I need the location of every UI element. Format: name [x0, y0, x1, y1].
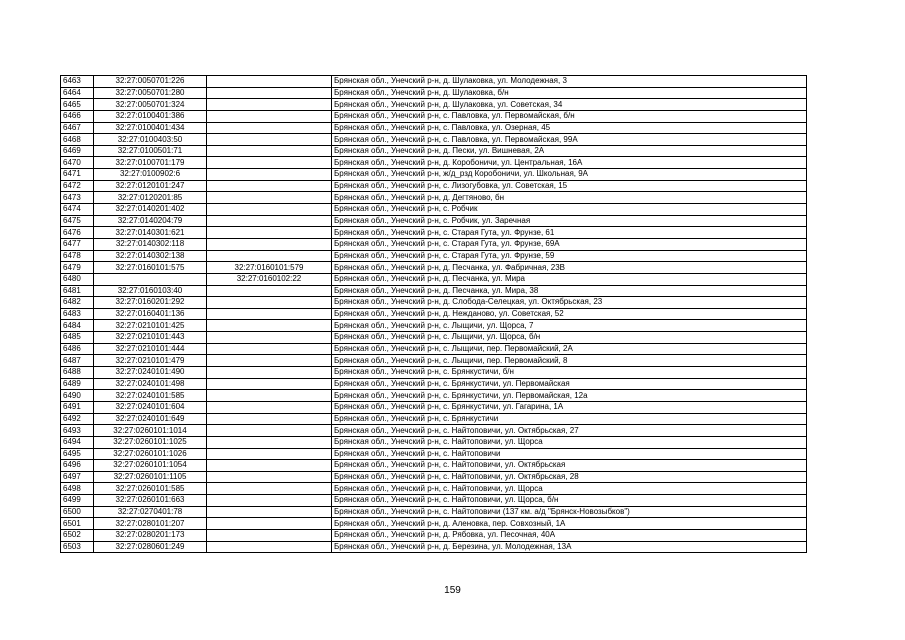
cadastral-extra-cell — [207, 122, 332, 134]
cadastral-number-cell: 32:27:0100701:179 — [94, 157, 207, 169]
cadastral-extra-cell — [207, 448, 332, 460]
cadastral-number-cell: 32:27:0050701:280 — [94, 87, 207, 99]
address-cell: Брянская обл., Унечский р-н, ж/д_рзд Коробоничи, ул. Школьная, 9А — [332, 169, 807, 181]
table-row — [61, 390, 807, 402]
cadastral-number-cell: 32:27:0240101:649 — [94, 413, 207, 425]
row-number-cell: 6470 — [61, 157, 94, 169]
row-number-cell: 6488 — [61, 367, 94, 379]
row-number-cell: 6487 — [61, 355, 94, 367]
cadastral-extra-cell — [207, 471, 332, 483]
table-row — [61, 448, 807, 460]
table-row — [61, 169, 807, 181]
row-number-cell: 6478 — [61, 250, 94, 262]
table-row — [61, 518, 807, 530]
row-number-cell: 6467 — [61, 122, 94, 134]
address-cell: Брянская обл., Унечский р-н, с. Старая Гута, ул. Фрунзе, 69А — [332, 238, 807, 250]
table-row — [61, 529, 807, 541]
cadastral-extra-cell — [207, 332, 332, 344]
row-number-cell: 6499 — [61, 495, 94, 507]
row-number-cell: 6495 — [61, 448, 94, 460]
row-number-cell: 6464 — [61, 87, 94, 99]
table-row — [61, 320, 807, 332]
address-cell: Брянская обл., Унечский р-н, с. Лыщичи, ул. Щорса, 7 — [332, 320, 807, 332]
row-number-cell: 6483 — [61, 308, 94, 320]
cadastral-number-cell: 32:27:0210101:443 — [94, 332, 207, 344]
row-number-cell: 6503 — [61, 541, 94, 553]
cadastral-number-cell: 32:27:0270401:78 — [94, 506, 207, 518]
cadastral-number-cell: 32:27:0210101:444 — [94, 343, 207, 355]
cadastral-extra-cell — [207, 506, 332, 518]
table-row — [61, 471, 807, 483]
table-row — [61, 134, 807, 146]
cadastral-number-cell: 32:27:0280601:249 — [94, 541, 207, 553]
address-cell: Брянская обл., Унечский р-н, с. Старая Гута, ул. Фрунзе, 59 — [332, 250, 807, 262]
cadastral-extra-cell — [207, 285, 332, 297]
row-number-cell: 6494 — [61, 436, 94, 448]
row-number-cell: 6476 — [61, 227, 94, 239]
row-number-cell: 6484 — [61, 320, 94, 332]
cadastral-number-cell: 32:27:0050701:226 — [94, 76, 207, 88]
cadastral-extra-cell — [207, 99, 332, 111]
cadastral-number-cell: 32:27:0140302:138 — [94, 250, 207, 262]
address-cell: Брянская обл., Унечский р-н, с. Брянкустичи, б/н — [332, 367, 807, 379]
table-row — [61, 401, 807, 413]
table-row — [61, 99, 807, 111]
row-number-cell: 6477 — [61, 238, 94, 250]
address-cell: Брянская обл., Унечский р-н, с. Найтоповичи, ул. Щорса — [332, 483, 807, 495]
cadastral-number-cell: 32:27:0260101:663 — [94, 495, 207, 507]
address-cell: Брянская обл., Унечский р-н, д. Коробоничи, ул. Центральная, 16А — [332, 157, 807, 169]
table-row — [61, 262, 807, 274]
cadastral-number-cell: 32:27:0260101:1054 — [94, 460, 207, 472]
table-row — [61, 122, 807, 134]
table-row — [61, 204, 807, 216]
cadastral-number-cell — [94, 273, 207, 285]
cadastral-number-cell: 32:27:0160401:136 — [94, 308, 207, 320]
cadastral-number-cell: 32:27:0280101:207 — [94, 518, 207, 530]
address-cell: Брянская обл., Унечский р-н, с. Найтоповичи (137 км. а/д "Брянск-Новозыбков") — [332, 506, 807, 518]
cadastral-extra-cell — [207, 180, 332, 192]
table-row — [61, 483, 807, 495]
cadastral-number-cell: 32:27:0160101:575 — [94, 262, 207, 274]
row-number-cell: 6500 — [61, 506, 94, 518]
table-row — [61, 227, 807, 239]
table-row — [61, 343, 807, 355]
row-number-cell: 6465 — [61, 99, 94, 111]
table-row — [61, 355, 807, 367]
cadastral-extra-cell — [207, 460, 332, 472]
cadastral-number-cell: 32:27:0260101:1025 — [94, 436, 207, 448]
table-row — [61, 308, 807, 320]
cadastral-number-cell: 32:27:0100401:386 — [94, 110, 207, 122]
row-number-cell: 6496 — [61, 460, 94, 472]
cadastral-number-cell: 32:27:0240101:498 — [94, 378, 207, 390]
table-row — [61, 460, 807, 472]
cadastral-extra-cell: 32:27:0160101:579 — [207, 262, 332, 274]
row-number-cell: 6472 — [61, 180, 94, 192]
row-number-cell: 6502 — [61, 529, 94, 541]
address-cell: Брянская обл., Унечский р-н, с. Найтоповичи, ул. Октябрьская, 28 — [332, 471, 807, 483]
row-number-cell: 6468 — [61, 134, 94, 146]
cadastral-extra-cell — [207, 529, 332, 541]
table-row — [61, 425, 807, 437]
cadastral-number-cell: 32:27:0140301:621 — [94, 227, 207, 239]
row-number-cell: 6479 — [61, 262, 94, 274]
row-number-cell: 6475 — [61, 215, 94, 227]
table-row — [61, 180, 807, 192]
registry-table — [60, 75, 807, 553]
cadastral-number-cell: 32:27:0160103:40 — [94, 285, 207, 297]
cadastral-number-cell: 32:27:0260101:585 — [94, 483, 207, 495]
cadastral-number-cell: 32:27:0210101:479 — [94, 355, 207, 367]
cadastral-extra-cell — [207, 76, 332, 88]
table-row — [61, 541, 807, 553]
cadastral-extra-cell — [207, 518, 332, 530]
address-cell: Брянская обл., Унечский р-н, с. Брянкустичи, ул. Первомайская — [332, 378, 807, 390]
row-number-cell: 6481 — [61, 285, 94, 297]
page-number: 159 — [444, 585, 461, 596]
table-row — [61, 495, 807, 507]
row-number-cell: 6480 — [61, 273, 94, 285]
address-cell: Брянская обл., Унечский р-н, с. Найтоповичи, ул. Октябрьская, 27 — [332, 425, 807, 437]
table-row — [61, 110, 807, 122]
cadastral-extra-cell — [207, 134, 332, 146]
table-row — [61, 76, 807, 88]
cadastral-number-cell: 32:27:0260101:1014 — [94, 425, 207, 437]
cadastral-extra-cell — [207, 390, 332, 402]
row-number-cell: 6473 — [61, 192, 94, 204]
cadastral-extra-cell — [207, 204, 332, 216]
row-number-cell: 6493 — [61, 425, 94, 437]
address-cell: Брянская обл., Унечский р-н, с. Павловка, ул. Первомайская, б/н — [332, 110, 807, 122]
cadastral-extra-cell — [207, 87, 332, 99]
address-cell: Брянская обл., Унечский р-н, д. Березина, ул. Молодежная, 13А — [332, 541, 807, 553]
cadastral-extra-cell — [207, 320, 332, 332]
table-row — [61, 250, 807, 262]
table-row — [61, 215, 807, 227]
cadastral-extra-cell — [207, 541, 332, 553]
address-cell: Брянская обл., Унечский р-н, с. Старая Гута, ул. Фрунзе, 61 — [332, 227, 807, 239]
cadastral-extra-cell — [207, 169, 332, 181]
address-cell: Брянская обл., Унечский р-н, с. Павловка, ул. Первомайская, 99А — [332, 134, 807, 146]
cadastral-number-cell: 32:27:0050701:324 — [94, 99, 207, 111]
address-cell: Брянская обл., Унечский р-н, с. Брянкустичи, ул. Гагарина, 1А — [332, 401, 807, 413]
cadastral-extra-cell — [207, 425, 332, 437]
registry-table-body — [61, 76, 807, 553]
row-number-cell: 6490 — [61, 390, 94, 402]
address-cell: Брянская обл., Унечский р-н, д. Слобода-Селецкая, ул. Октябрьская, 23 — [332, 297, 807, 309]
row-number-cell: 6486 — [61, 343, 94, 355]
table-row — [61, 297, 807, 309]
cadastral-number-cell: 32:27:0120101:247 — [94, 180, 207, 192]
row-number-cell: 6463 — [61, 76, 94, 88]
address-cell: Брянская обл., Унечский р-н, д. Шулаковка, б/н — [332, 87, 807, 99]
cadastral-extra-cell — [207, 378, 332, 390]
cadastral-extra-cell — [207, 308, 332, 320]
address-cell: Брянская обл., Унечский р-н, с. Брянкустичи — [332, 413, 807, 425]
table-row — [61, 273, 807, 285]
row-number-cell: 6489 — [61, 378, 94, 390]
cadastral-extra-cell: 32:27:0160102:22 — [207, 273, 332, 285]
table-row — [61, 506, 807, 518]
row-number-cell: 6469 — [61, 145, 94, 157]
address-cell: Брянская обл., Унечский р-н, д. Шулаковка, ул. Советская, 34 — [332, 99, 807, 111]
row-number-cell: 6474 — [61, 204, 94, 216]
cadastral-extra-cell — [207, 297, 332, 309]
cadastral-extra-cell — [207, 110, 332, 122]
cadastral-number-cell: 32:27:0260101:1105 — [94, 471, 207, 483]
address-cell: Брянская обл., Унечский р-н, д. Песчанка, ул. Мира — [332, 273, 807, 285]
cadastral-number-cell: 32:27:0140302:118 — [94, 238, 207, 250]
cadastral-extra-cell — [207, 343, 332, 355]
cadastral-extra-cell — [207, 367, 332, 379]
cadastral-number-cell: 32:27:0120201:85 — [94, 192, 207, 204]
address-cell: Брянская обл., Унечский р-н, д. Песчанка, ул. Мира, 38 — [332, 285, 807, 297]
address-cell: Брянская обл., Унечский р-н, с. Лыщичи, пер. Первомайский, 2А — [332, 343, 807, 355]
row-number-cell: 6485 — [61, 332, 94, 344]
cadastral-number-cell: 32:27:0210101:425 — [94, 320, 207, 332]
address-cell: Брянская обл., Унечский р-н, с. Робчик, ул. Заречная — [332, 215, 807, 227]
cadastral-extra-cell — [207, 227, 332, 239]
row-number-cell: 6482 — [61, 297, 94, 309]
address-cell: Брянская обл., Унечский р-н, с. Найтоповичи — [332, 448, 807, 460]
cadastral-number-cell: 32:27:0280201:173 — [94, 529, 207, 541]
cadastral-number-cell: 32:27:0140204:79 — [94, 215, 207, 227]
table-row — [61, 87, 807, 99]
table-row — [61, 332, 807, 344]
cadastral-number-cell: 32:27:0100401:434 — [94, 122, 207, 134]
row-number-cell: 6501 — [61, 518, 94, 530]
cadastral-extra-cell — [207, 401, 332, 413]
address-cell: Брянская обл., Унечский р-н, д. Дегтяново, бн — [332, 192, 807, 204]
table-row — [61, 192, 807, 204]
cadastral-extra-cell — [207, 238, 332, 250]
cadastral-extra-cell — [207, 413, 332, 425]
cadastral-number-cell: 32:27:0260101:1026 — [94, 448, 207, 460]
cadastral-number-cell: 32:27:0240101:490 — [94, 367, 207, 379]
row-number-cell: 6492 — [61, 413, 94, 425]
address-cell: Брянская обл., Унечский р-н, с. Лыщичи, ул. Щорса, б/н — [332, 332, 807, 344]
address-cell: Брянская обл., Унечский р-н, д. Аленовка, пер. Совхозный, 1А — [332, 518, 807, 530]
cadastral-extra-cell — [207, 250, 332, 262]
address-cell: Брянская обл., Унечский р-н, с. Найтоповичи, ул. Октябрьская — [332, 460, 807, 472]
address-cell: Брянская обл., Унечский р-н, с. Найтоповичи, ул. Щорса, б/н — [332, 495, 807, 507]
address-cell: Брянская обл., Унечский р-н, д. Пески, ул. Вишневая, 2А — [332, 145, 807, 157]
address-cell: Брянская обл., Унечский р-н, с. Робчик — [332, 204, 807, 216]
cadastral-number-cell: 32:27:0100902:6 — [94, 169, 207, 181]
cadastral-extra-cell — [207, 215, 332, 227]
address-cell: Брянская обл., Унечский р-н, с. Лизогубовка, ул. Советская, 15 — [332, 180, 807, 192]
cadastral-number-cell: 32:27:0100403:50 — [94, 134, 207, 146]
cadastral-number-cell: 32:27:0100501:71 — [94, 145, 207, 157]
table-row — [61, 378, 807, 390]
cadastral-extra-cell — [207, 495, 332, 507]
address-cell: Брянская обл., Унечский р-н, с. Лыщичи, пер. Первомайский, 8 — [332, 355, 807, 367]
row-number-cell: 6497 — [61, 471, 94, 483]
cadastral-extra-cell — [207, 145, 332, 157]
cadastral-extra-cell — [207, 483, 332, 495]
address-cell: Брянская обл., Унечский р-н, д. Песчанка, ул. Фабричная, 23В — [332, 262, 807, 274]
cadastral-extra-cell — [207, 157, 332, 169]
row-number-cell: 6491 — [61, 401, 94, 413]
table-row — [61, 145, 807, 157]
table-row — [61, 436, 807, 448]
cadastral-number-cell: 32:27:0160201:292 — [94, 297, 207, 309]
row-number-cell: 6466 — [61, 110, 94, 122]
table-row — [61, 413, 807, 425]
cadastral-number-cell: 32:27:0240101:604 — [94, 401, 207, 413]
address-cell: Брянская обл., Унечский р-н, д. Шулаковка, ул. Молодежная, 3 — [332, 76, 807, 88]
address-cell: Брянская обл., Унечский р-н, д. Рябовка, ул. Песочная, 40А — [332, 529, 807, 541]
table-row — [61, 157, 807, 169]
cadastral-number-cell: 32:27:0140201:402 — [94, 204, 207, 216]
address-cell: Брянская обл., Унечский р-н, с. Павловка, ул. Озерная, 45 — [332, 122, 807, 134]
cadastral-extra-cell — [207, 355, 332, 367]
address-cell: Брянская обл., Унечский р-н, с. Брянкустичи, ул. Первомайская, 12а — [332, 390, 807, 402]
row-number-cell: 6498 — [61, 483, 94, 495]
cadastral-extra-cell — [207, 192, 332, 204]
table-row — [61, 285, 807, 297]
address-cell: Брянская обл., Унечский р-н, д. Нежданово, ул. Советская, 52 — [332, 308, 807, 320]
table-row — [61, 367, 807, 379]
table-row — [61, 238, 807, 250]
cadastral-extra-cell — [207, 436, 332, 448]
cadastral-number-cell: 32:27:0240101:585 — [94, 390, 207, 402]
row-number-cell: 6471 — [61, 169, 94, 181]
address-cell: Брянская обл., Унечский р-н, с. Найтоповичи, ул. Щорса — [332, 436, 807, 448]
